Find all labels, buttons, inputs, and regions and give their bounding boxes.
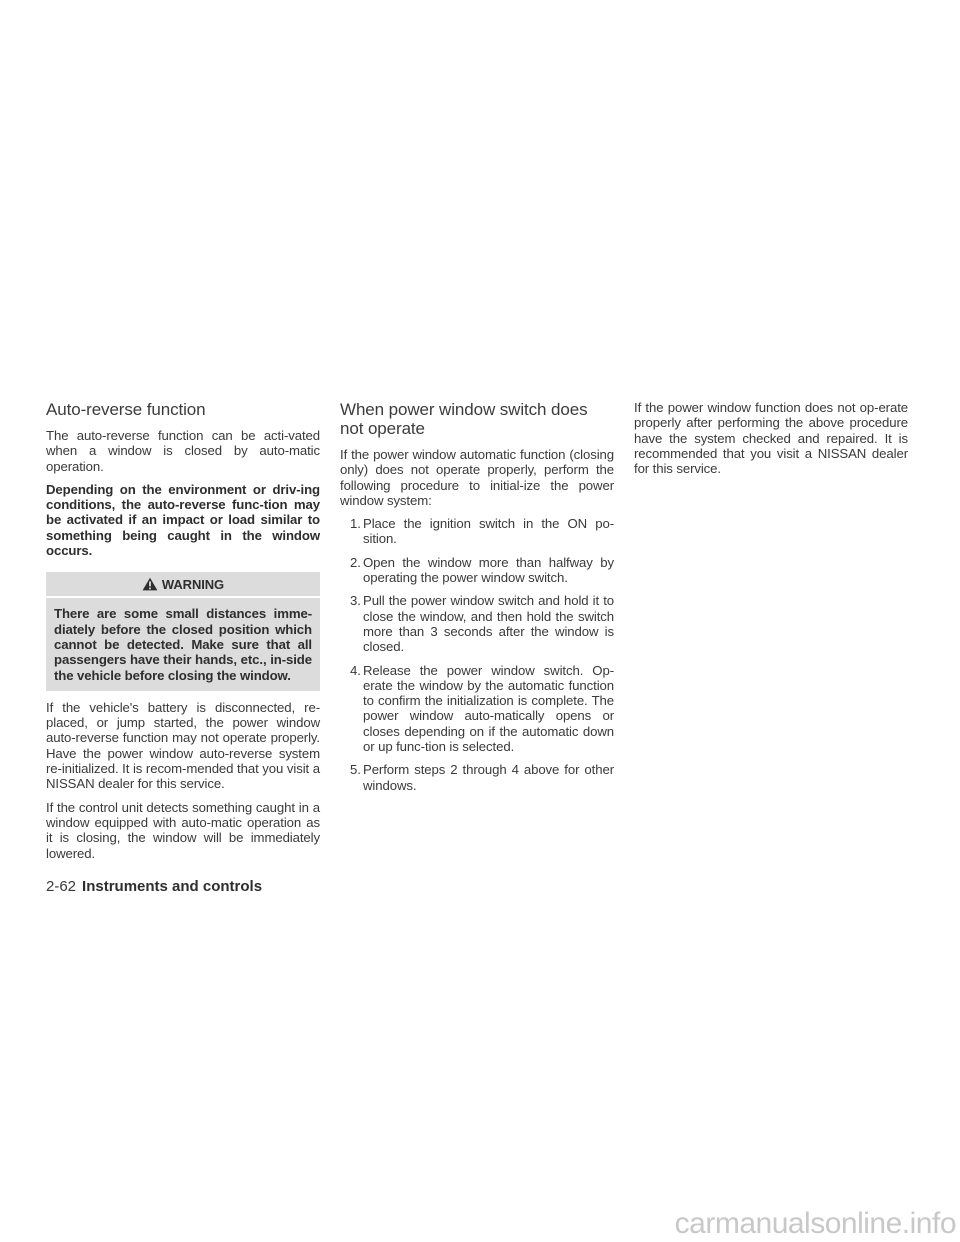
- section-title: Instruments and controls: [82, 878, 263, 895]
- initialize-steps-list: [340, 516, 614, 793]
- step-number: 2.: [350, 554, 361, 570]
- step-text: Open the window more than halfway by operating the power window switch.: [363, 554, 614, 586]
- list-item: [340, 516, 614, 547]
- switch-not-operate-heading: When power window switch does not operate: [340, 400, 588, 438]
- step-text: Place the ignition switch in the ON po-sition.: [363, 516, 614, 547]
- warning-box: [46, 572, 320, 690]
- step-text: Perform steps 2 through 4 above for other windows.: [363, 762, 614, 793]
- list-item: [340, 555, 614, 586]
- warning-header: [46, 572, 320, 596]
- step-number: 3.: [350, 593, 361, 609]
- list-item: [340, 762, 614, 793]
- step-text: Pull the power window switch and hold it to close the window, and then hold the switch more than 3 seconds after the window is closed.: [363, 593, 614, 655]
- step-text: Release the power window switch. Op-erate the window by the automatic function to confirm the initialization is complete. The power window auto-matically opens or closes depending on if the automatic down or up func-tion is selected.: [363, 662, 614, 755]
- warning-triangle-icon: [142, 577, 158, 591]
- auto-reverse-caution: Depending on the environment or driv-ing conditions, the auto-reverse func-tion may be activated if an impact or load similar to something being caught in the window occurs.: [46, 481, 320, 559]
- watermark: carmanualsonline.info: [674, 1207, 956, 1240]
- middle-column: [340, 400, 614, 801]
- left-column: [46, 400, 320, 869]
- auto-reverse-intro: The auto-reverse function can be acti-vated when a window is closed by auto-matic operation.: [46, 428, 320, 474]
- right-column: [634, 400, 908, 484]
- auto-reverse-heading: Auto-reverse function: [46, 400, 206, 419]
- step-number: 1.: [350, 516, 361, 532]
- step-number: 4.: [350, 662, 361, 678]
- dealer-service-paragraph: If the power window function does not op-erate properly after performing the above procedure have the system checked and repaired. It is recommended that you visit a NISSAN dealer for this service.: [634, 400, 908, 477]
- warning-label: WARNING: [161, 576, 225, 592]
- page-footer: [46, 878, 262, 896]
- obstacle-detection-paragraph: If the control unit detects something caught in a window equipped with auto-matic operation as it is closing, the window will be immediately lowered.: [46, 799, 320, 861]
- initialize-intro: If the power window automatic function (closing only) does not operate properly, perform the following procedure to initial-ize the power window system:: [340, 447, 614, 508]
- step-number: 5.: [350, 762, 361, 778]
- list-item: [340, 663, 614, 755]
- page-number: 2-62: [46, 878, 77, 895]
- list-item: [340, 593, 614, 654]
- battery-disconnect-paragraph: If the vehicle's battery is disconnected, re-placed, or jump started, the power window auto-reverse function may not operate properly. Have the power window auto-reverse system re-initialized. It is recom-mended that you visit a NISSAN dealer for this service.: [46, 699, 320, 792]
- warning-text: There are some small distances imme-diately before the closed position which cannot be detected. Make sure that all passengers have their hands, etc., in-side the vehicle before closing the window.: [46, 598, 320, 690]
